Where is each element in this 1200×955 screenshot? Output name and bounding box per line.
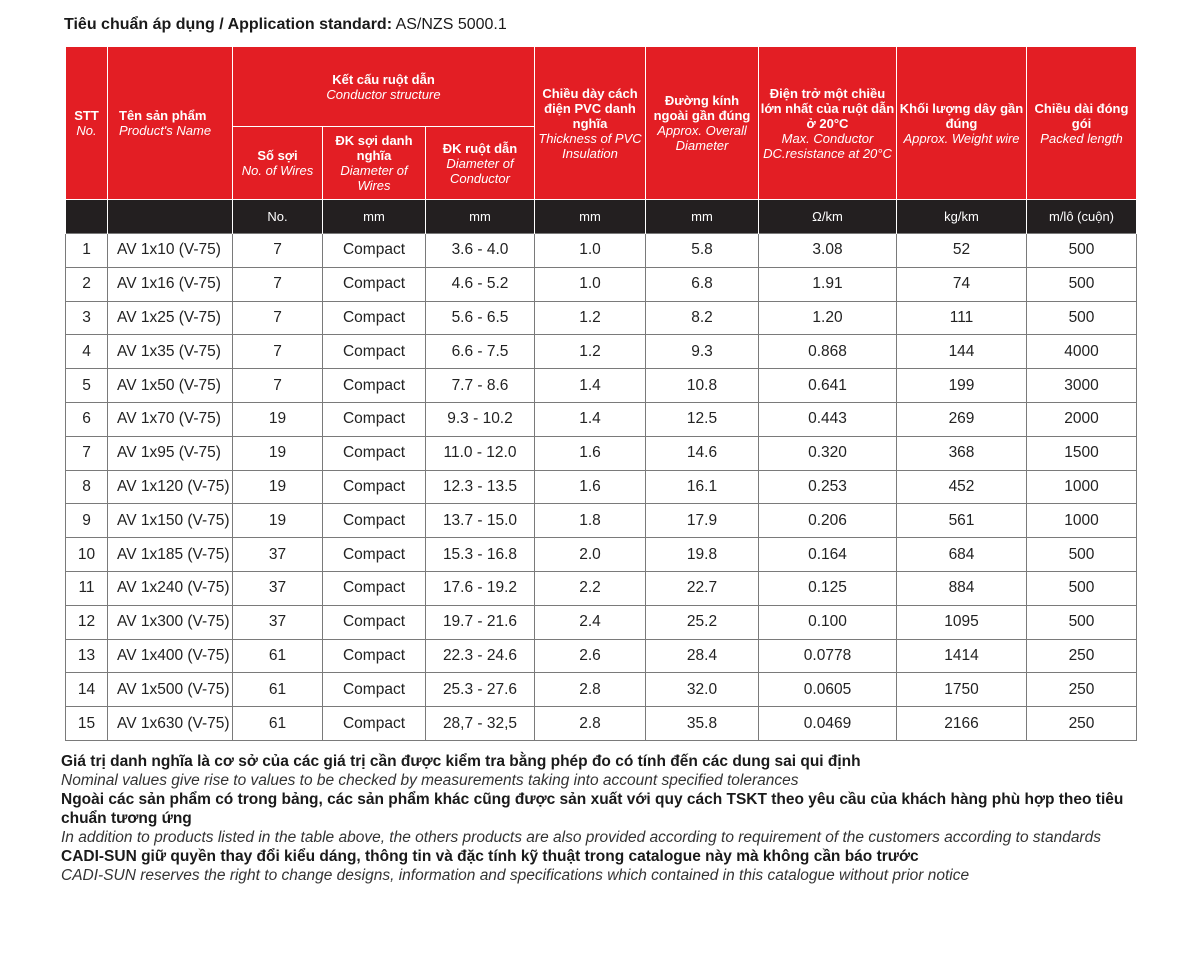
table-row [66, 673, 1137, 707]
cell-stt: 3 [66, 301, 108, 335]
cell-product-name: AV 1x240 (V-75) [108, 571, 233, 605]
table-row [66, 267, 1137, 301]
cell-overall-diameter: 12.5 [646, 402, 759, 436]
cell-weight: 269 [897, 402, 1027, 436]
cell-weight: 884 [897, 571, 1027, 605]
cell-insulation-thickness: 2.4 [535, 605, 646, 639]
cell-insulation-thickness: 1.4 [535, 369, 646, 403]
cell-weight: 74 [897, 267, 1027, 301]
cell-overall-diameter: 16.1 [646, 470, 759, 504]
cell-number-of-wires: 61 [233, 639, 323, 673]
header-conductor-structure: Kết cấu ruột dẫn Conductor structure [233, 47, 535, 127]
cell-number-of-wires: 19 [233, 504, 323, 538]
table-row [66, 234, 1137, 268]
cell-wire-diameter: Compact [323, 267, 426, 301]
cell-conductor-diameter: 7.7 - 8.6 [426, 369, 535, 403]
cell-number-of-wires: 37 [233, 538, 323, 572]
unit-product-name [108, 200, 233, 234]
cell-dc-resistance: 0.253 [759, 470, 897, 504]
cell-product-name: AV 1x150 (V-75) [108, 504, 233, 538]
cell-product-name: AV 1x400 (V-75) [108, 639, 233, 673]
cell-product-name: AV 1x50 (V-75) [108, 369, 233, 403]
cell-dc-resistance: 0.320 [759, 436, 897, 470]
header-wire-diameter: ĐK sợi danh nghĩa Diameter of Wires [323, 127, 426, 200]
cell-number-of-wires: 19 [233, 402, 323, 436]
unit-insulation-thickness: mm [535, 200, 646, 234]
cell-stt: 12 [66, 605, 108, 639]
cell-weight: 1750 [897, 673, 1027, 707]
cell-weight: 368 [897, 436, 1027, 470]
cell-conductor-diameter: 28,7 - 32,5 [426, 707, 535, 741]
cell-overall-diameter: 9.3 [646, 335, 759, 369]
header-product-name: Tên sản phẩm Product's Name [108, 47, 233, 200]
cell-stt: 11 [66, 571, 108, 605]
cell-insulation-thickness: 2.8 [535, 707, 646, 741]
header-dc-resistance: Điện trở một chiều lớn nhất của ruột dẫn ở 20°C Max. Conductor DC.resistance at 20°C [759, 47, 897, 200]
cell-dc-resistance: 0.164 [759, 538, 897, 572]
cell-dc-resistance: 0.125 [759, 571, 897, 605]
cell-number-of-wires: 19 [233, 436, 323, 470]
cell-stt: 8 [66, 470, 108, 504]
cell-dc-resistance: 0.206 [759, 504, 897, 538]
cell-overall-diameter: 10.8 [646, 369, 759, 403]
cell-number-of-wires: 37 [233, 605, 323, 639]
cell-wire-diameter: Compact [323, 369, 426, 403]
cell-stt: 7 [66, 436, 108, 470]
table-row [66, 436, 1137, 470]
cell-packed-length: 500 [1027, 301, 1137, 335]
cell-product-name: AV 1x300 (V-75) [108, 605, 233, 639]
cell-conductor-diameter: 13.7 - 15.0 [426, 504, 535, 538]
standard-value: AS/NZS 5000.1 [395, 16, 507, 33]
header-overall-diameter: Đường kính ngoài gần đúng Approx. Overall Diameter [646, 47, 759, 200]
cell-weight: 561 [897, 504, 1027, 538]
cell-weight: 1414 [897, 639, 1027, 673]
cell-packed-length: 3000 [1027, 369, 1137, 403]
cell-weight: 684 [897, 538, 1027, 572]
note-vietnamese: CADI-SUN giữ quyền thay đổi kiểu dáng, thông tin và đặc tính kỹ thuật trong catalogue này mà không cần báo trước [61, 848, 919, 865]
table-row [66, 707, 1137, 741]
cell-stt: 5 [66, 369, 108, 403]
cell-wire-diameter: Compact [323, 234, 426, 268]
cell-dc-resistance: 0.0605 [759, 673, 897, 707]
table-row [66, 504, 1137, 538]
standard-label: Tiêu chuẩn áp dụng / Application standard: [64, 16, 393, 33]
cell-insulation-thickness: 1.6 [535, 436, 646, 470]
cell-dc-resistance: 1.20 [759, 301, 897, 335]
header-conductor-diameter: ĐK ruột dẫn Diameter of Conductor [426, 127, 535, 200]
cell-conductor-diameter: 22.3 - 24.6 [426, 639, 535, 673]
cell-dc-resistance: 3.08 [759, 234, 897, 268]
cell-packed-length: 2000 [1027, 402, 1137, 436]
cell-conductor-diameter: 6.6 - 7.5 [426, 335, 535, 369]
cell-wire-diameter: Compact [323, 538, 426, 572]
cell-dc-resistance: 0.443 [759, 402, 897, 436]
table-row [66, 605, 1137, 639]
header-stt: STT No. [66, 47, 108, 200]
cell-overall-diameter: 28.4 [646, 639, 759, 673]
cell-insulation-thickness: 1.0 [535, 267, 646, 301]
cell-packed-length: 250 [1027, 707, 1137, 741]
cell-stt: 15 [66, 707, 108, 741]
cell-insulation-thickness: 2.0 [535, 538, 646, 572]
cell-weight: 144 [897, 335, 1027, 369]
cell-weight: 111 [897, 301, 1027, 335]
cell-wire-diameter: Compact [323, 707, 426, 741]
cell-stt: 1 [66, 234, 108, 268]
cell-dc-resistance: 0.641 [759, 369, 897, 403]
cell-insulation-thickness: 1.6 [535, 470, 646, 504]
cell-dc-resistance: 0.100 [759, 605, 897, 639]
cell-wire-diameter: Compact [323, 504, 426, 538]
note-english: CADI-SUN reserves the right to change designs, information and specifications which contained in this catalogue without prior notice [61, 867, 970, 884]
cell-product-name: AV 1x630 (V-75) [108, 707, 233, 741]
cell-packed-length: 500 [1027, 234, 1137, 268]
table-row [66, 538, 1137, 572]
table-row [66, 571, 1137, 605]
cell-product-name: AV 1x35 (V-75) [108, 335, 233, 369]
unit-stt [66, 200, 108, 234]
cell-conductor-diameter: 12.3 - 13.5 [426, 470, 535, 504]
cell-wire-diameter: Compact [323, 335, 426, 369]
cell-number-of-wires: 19 [233, 470, 323, 504]
cell-wire-diameter: Compact [323, 605, 426, 639]
cell-overall-diameter: 14.6 [646, 436, 759, 470]
cable-spec-table [65, 46, 1137, 741]
unit-weight: kg/km [897, 200, 1027, 234]
cell-weight: 52 [897, 234, 1027, 268]
cell-product-name: AV 1x500 (V-75) [108, 673, 233, 707]
cell-overall-diameter: 32.0 [646, 673, 759, 707]
cell-conductor-diameter: 4.6 - 5.2 [426, 267, 535, 301]
cell-overall-diameter: 8.2 [646, 301, 759, 335]
units-row [66, 200, 1137, 234]
cell-wire-diameter: Compact [323, 402, 426, 436]
cell-stt: 13 [66, 639, 108, 673]
cell-packed-length: 250 [1027, 673, 1137, 707]
table-row [66, 369, 1137, 403]
cell-stt: 14 [66, 673, 108, 707]
cell-wire-diameter: Compact [323, 571, 426, 605]
cell-product-name: AV 1x10 (V-75) [108, 234, 233, 268]
notes-section [61, 752, 1141, 885]
cell-insulation-thickness: 1.2 [535, 335, 646, 369]
cell-number-of-wires: 61 [233, 707, 323, 741]
cell-wire-diameter: Compact [323, 639, 426, 673]
cell-packed-length: 4000 [1027, 335, 1137, 369]
cell-packed-length: 250 [1027, 639, 1137, 673]
header-insulation-thickness: Chiều dày cách điện PVC danh nghĩa Thickness of PVC Insulation [535, 47, 646, 200]
cell-weight: 199 [897, 369, 1027, 403]
unit-number-of-wires: No. [233, 200, 323, 234]
cell-insulation-thickness: 1.4 [535, 402, 646, 436]
cell-overall-diameter: 6.8 [646, 267, 759, 301]
note-vietnamese: Giá trị danh nghĩa là cơ sở của các giá trị cần được kiểm tra bằng phép đo có tính đến các dung sai qui định [61, 753, 861, 770]
cell-conductor-diameter: 5.6 - 6.5 [426, 301, 535, 335]
note-english: In addition to products listed in the table above, the others products are also provided according to requirement of the customers according to standards [61, 829, 1101, 846]
cell-dc-resistance: 0.0778 [759, 639, 897, 673]
cell-packed-length: 1500 [1027, 436, 1137, 470]
cell-number-of-wires: 61 [233, 673, 323, 707]
cell-stt: 9 [66, 504, 108, 538]
cell-product-name: AV 1x25 (V-75) [108, 301, 233, 335]
cell-packed-length: 500 [1027, 571, 1137, 605]
header-packed-length: Chiều dài đóng gói Packed length [1027, 47, 1137, 200]
cell-insulation-thickness: 1.8 [535, 504, 646, 538]
table-row [66, 301, 1137, 335]
cell-stt: 6 [66, 402, 108, 436]
cell-insulation-thickness: 2.2 [535, 571, 646, 605]
cell-number-of-wires: 7 [233, 335, 323, 369]
cell-number-of-wires: 37 [233, 571, 323, 605]
cell-overall-diameter: 17.9 [646, 504, 759, 538]
cell-insulation-thickness: 1.0 [535, 234, 646, 268]
cell-product-name: AV 1x70 (V-75) [108, 402, 233, 436]
cell-conductor-diameter: 9.3 - 10.2 [426, 402, 535, 436]
note-vietnamese: Ngoài các sản phẩm có trong bảng, các sản phẩm khác cũng được sản xuất với quy cách TSKT theo yêu cầu của khách hàng phù hợp theo tiêu chuẩn tương ứng [61, 791, 1124, 827]
cell-insulation-thickness: 2.8 [535, 673, 646, 707]
cell-dc-resistance: 0.0469 [759, 707, 897, 741]
cell-wire-diameter: Compact [323, 301, 426, 335]
cell-weight: 1095 [897, 605, 1027, 639]
cell-product-name: AV 1x185 (V-75) [108, 538, 233, 572]
application-standard [64, 14, 507, 36]
cell-insulation-thickness: 2.6 [535, 639, 646, 673]
unit-wire-diameter: mm [323, 200, 426, 234]
table-row [66, 402, 1137, 436]
cell-overall-diameter: 19.8 [646, 538, 759, 572]
cell-number-of-wires: 7 [233, 369, 323, 403]
header-number-of-wires: Số sợi No. of Wires [233, 127, 323, 200]
cell-weight: 452 [897, 470, 1027, 504]
cell-product-name: AV 1x16 (V-75) [108, 267, 233, 301]
cell-number-of-wires: 7 [233, 301, 323, 335]
cell-number-of-wires: 7 [233, 234, 323, 268]
unit-conductor-diameter: mm [426, 200, 535, 234]
cell-product-name: AV 1x120 (V-75) [108, 470, 233, 504]
cell-packed-length: 1000 [1027, 504, 1137, 538]
cell-stt: 10 [66, 538, 108, 572]
cell-overall-diameter: 5.8 [646, 234, 759, 268]
cell-product-name: AV 1x95 (V-75) [108, 436, 233, 470]
cell-wire-diameter: Compact [323, 436, 426, 470]
cell-overall-diameter: 22.7 [646, 571, 759, 605]
unit-dc-resistance: Ω/km [759, 200, 897, 234]
cell-conductor-diameter: 25.3 - 27.6 [426, 673, 535, 707]
cell-overall-diameter: 35.8 [646, 707, 759, 741]
table-row [66, 335, 1137, 369]
cell-weight: 2166 [897, 707, 1027, 741]
cell-conductor-diameter: 19.7 - 21.6 [426, 605, 535, 639]
cell-insulation-thickness: 1.2 [535, 301, 646, 335]
unit-packed-length: m/lô (cuộn) [1027, 200, 1137, 234]
cell-dc-resistance: 0.868 [759, 335, 897, 369]
cell-stt: 4 [66, 335, 108, 369]
cell-conductor-diameter: 17.6 - 19.2 [426, 571, 535, 605]
cell-packed-length: 500 [1027, 605, 1137, 639]
cell-stt: 2 [66, 267, 108, 301]
table-row [66, 470, 1137, 504]
cell-packed-length: 1000 [1027, 470, 1137, 504]
table-row [66, 639, 1137, 673]
cell-conductor-diameter: 3.6 - 4.0 [426, 234, 535, 268]
cell-conductor-diameter: 11.0 - 12.0 [426, 436, 535, 470]
cell-packed-length: 500 [1027, 267, 1137, 301]
cell-dc-resistance: 1.91 [759, 267, 897, 301]
cell-conductor-diameter: 15.3 - 16.8 [426, 538, 535, 572]
header-weight: Khối lượng dây gần đúng Approx. Weight wire [897, 47, 1027, 200]
cell-packed-length: 500 [1027, 538, 1137, 572]
unit-overall-diameter: mm [646, 200, 759, 234]
cell-wire-diameter: Compact [323, 470, 426, 504]
cell-wire-diameter: Compact [323, 673, 426, 707]
cell-overall-diameter: 25.2 [646, 605, 759, 639]
note-english: Nominal values give rise to values to be checked by measurements taking into account specified tolerances [61, 772, 799, 789]
cell-number-of-wires: 7 [233, 267, 323, 301]
